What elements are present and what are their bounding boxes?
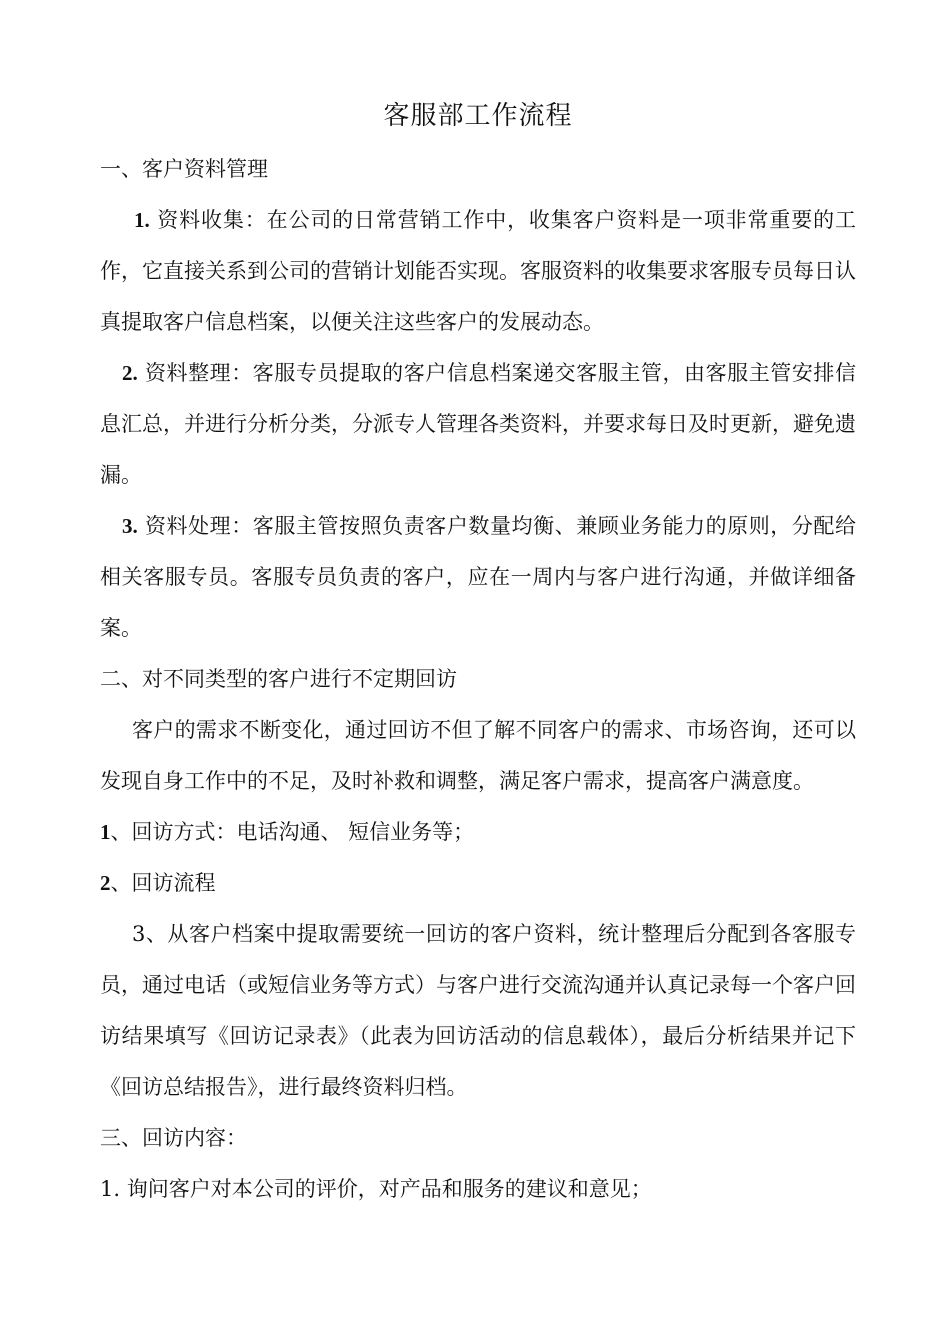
item-number: 2 xyxy=(100,871,111,895)
document-body xyxy=(100,96,856,1215)
paragraph-text: 资料处理：客服主管按照负责客户数量均衡、兼顾业务能力的原则，分配给相关客服专员。客服专员负责的客户，应在一周内与客户进行沟通，并做详细备案。 xyxy=(100,514,856,640)
item-number: 1. xyxy=(134,208,150,232)
item-number: 1 xyxy=(100,820,111,844)
section-heading-customer-data: 一、客户资料管理 xyxy=(100,157,268,181)
visit-method-line xyxy=(100,807,856,858)
section-heading-customer-visits: 二、对不同类型的客户进行不定期回访 xyxy=(100,667,457,691)
paragraph-data-processing xyxy=(100,501,856,654)
visit-content-item-1: 1. 询问客户对本公司的评价，对产品和服务的建议和意见； xyxy=(100,1177,652,1201)
item-number: 3. xyxy=(122,514,138,538)
document-title: 客服部工作流程 xyxy=(383,101,573,131)
line-text: 、回访流程 xyxy=(110,871,216,895)
paragraph-visit-steps: 3、从客户档案中提取需要统一回访的客户资料，统计整理后分配到各客服专员，通过电话（或短信业务等方式）与客户进行交流沟通并认真记录每一个客户回访结果填写《回访记录表》（此表为回访活动的信息载体），最后分析结果并记下《回访总结报告》，进行最终资料归档。 xyxy=(100,922,856,1099)
item-number: 2. xyxy=(122,361,138,385)
section-heading-visit-content: 三、回访内容： xyxy=(100,1126,247,1150)
paragraph-text: 资料整理：客服专员提取的客户信息档案递交客服主管，由客服主管安排信息汇总，并进行分析分类，分派专人管理各类资料，并要求每日及时更新，避免遗漏。 xyxy=(100,361,856,487)
visit-process-line xyxy=(100,858,856,909)
paragraph-data-organizing xyxy=(100,348,856,501)
line-text: 、回访方式：电话沟通、 短信业务等； xyxy=(110,820,475,844)
paragraph-text: 资料收集：在公司的日常营销工作中，收集客户资料是一项非常重要的工作，它直接关系到公司的营销计划能否实现。客服资料的收集要求客服专员每日认真提取客户信息档案，以便关注这些客户的发展动态。 xyxy=(100,208,856,334)
paragraph-data-collection xyxy=(100,195,856,348)
paragraph-visit-intro: 客户的需求不断变化，通过回访不但了解不同客户的需求、市场咨询，还可以发现自身工作中的不足，及时补救和调整，满足客户需求，提高客户满意度。 xyxy=(100,718,856,793)
